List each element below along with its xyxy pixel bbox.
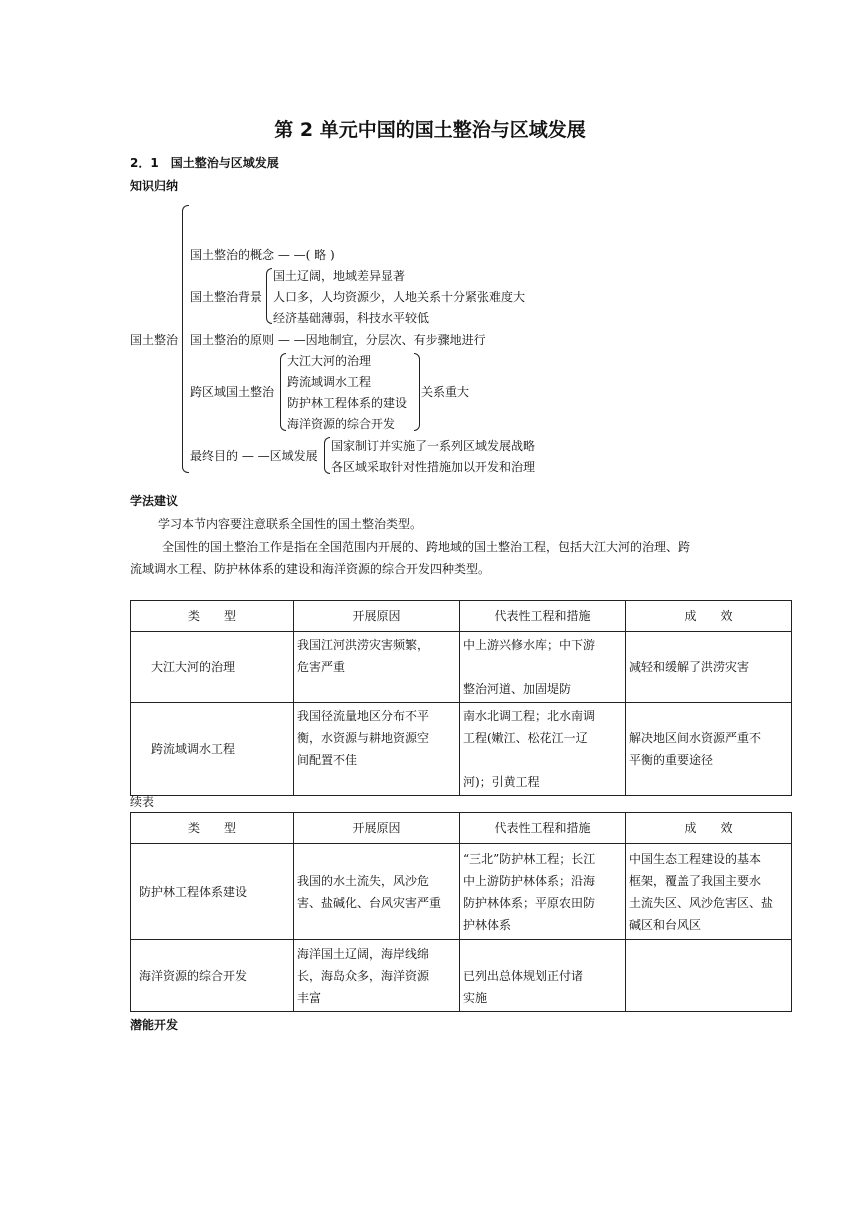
cell-type: 跨流域调水工程	[131, 703, 294, 796]
measures-table	[130, 600, 792, 796]
cell-reason: 海洋国土辽阔，海岸线绵 长，海岛众多，海洋资源 丰富	[294, 940, 460, 1012]
header-works: 代表性工程和措施	[460, 601, 626, 632]
cross-note: 关系重大	[421, 385, 470, 399]
header-type: 类 型	[131, 813, 294, 844]
table-row	[131, 844, 792, 940]
cell-effect: 解决地区间水资源严重不 平衡的重要途径	[626, 703, 792, 796]
cell-effect	[626, 940, 792, 1012]
table-header-row	[131, 601, 792, 632]
cell-reason: 我国的水土流失，风沙危 害、盐碱化、台风灾害严重	[294, 844, 460, 940]
table-header-row	[131, 813, 792, 844]
header-reason: 开展原因	[294, 813, 460, 844]
cell-type: 防护林工程体系建设	[131, 844, 294, 940]
outline-root: 国土整治	[130, 333, 179, 347]
measures-table-continued	[130, 812, 792, 1012]
cell-works: 已列出总体规划正付诸 实施	[460, 940, 626, 1012]
section-heading: 2．1 国土整治与区域发展	[130, 156, 279, 170]
cross-item: 防护林工程体系的建设	[287, 396, 408, 410]
cell-reason: 我国径流量地区分布不平 衡，水资源与耕地资源空 间配置不佳	[294, 703, 460, 796]
header-type: 类 型	[131, 601, 294, 632]
outline-background-label: 国土整治背景	[190, 290, 263, 304]
cell-type: 海洋资源的综合开发	[131, 940, 294, 1012]
outline-main-brace	[182, 205, 189, 473]
page-title: 第 2 单元中国的国土整治与区域发展	[274, 119, 586, 141]
cell-works: “三北”防护林工程；长江 中上游防护林体系；沿海 防护林体系；平原农田防 护林体系	[460, 844, 626, 940]
table-row	[131, 940, 792, 1012]
cross-item: 大江大河的治理	[287, 354, 372, 368]
cell-works: 中上游兴修水库；中下游 整治河道、加固堤防	[460, 632, 626, 703]
continued-label: 续表	[130, 795, 155, 809]
study-paragraph-2-line-2: 流域调水工程、防护林体系的建设和海洋资源的综合开发四种类型。	[130, 562, 491, 576]
cell-works: 南水北调工程；北水南调 工程(嫩江、松花江一辽 河)；引黄工程	[460, 703, 626, 796]
knowledge-heading: 知识归纳	[130, 179, 179, 193]
cell-type: 大江大河的治理	[131, 632, 294, 703]
potential-heading: 潜能开发	[130, 1018, 179, 1032]
study-heading: 学法建议	[130, 494, 179, 508]
study-paragraph-1: 学习本节内容要注意联系全国性的国土整治类型。	[158, 517, 423, 531]
cell-effect: 减轻和缓解了洪涝灾害	[626, 632, 792, 703]
cross-brace	[280, 353, 286, 431]
table-row	[131, 632, 792, 703]
cross-item: 海洋资源的综合开发	[287, 417, 396, 431]
goal-brace	[324, 437, 330, 474]
outline-goal-label: 最终目的 — —区域发展	[190, 449, 318, 463]
goal-item: 国家制订并实施了一系列区域发展战略	[331, 439, 536, 453]
outline-concept: 国土整治的概念 — —( 略 )	[190, 248, 335, 262]
outline-cross-label: 跨区域国土整治	[190, 385, 275, 399]
background-item: 经济基础薄弱，科技水平较低	[273, 311, 430, 325]
cell-reason: 我国江河洪涝灾害频繁， 危害严重	[294, 632, 460, 703]
study-paragraph-2-line-1: 全国性的国土整治工作是指在全国范围内开展的、跨地域的国土整治工程，包括大江大河的治理、跨	[162, 540, 691, 554]
cross-item: 跨流域调水工程	[287, 375, 372, 389]
background-brace	[266, 268, 272, 324]
goal-item: 各区域采取针对性措施加以开发和治理	[331, 460, 536, 474]
table-row	[131, 703, 792, 796]
header-effect: 成 效	[626, 813, 792, 844]
cross-right-brace	[414, 353, 420, 431]
outline-principle: 国土整治的原则 — —因地制宜，分层次、有步骤地进行	[190, 333, 486, 347]
background-item: 人口多，人均资源少，人地关系十分紧张难度大	[273, 290, 526, 304]
cell-effect: 中国生态工程建设的基本 框架，覆盖了我国主要水 土流失区、风沙危害区、盐 碱区和台风区	[626, 844, 792, 940]
header-works: 代表性工程和措施	[460, 813, 626, 844]
background-item: 国土辽阔，地域差异显著	[273, 269, 406, 283]
header-effect: 成 效	[626, 601, 792, 632]
header-reason: 开展原因	[294, 601, 460, 632]
